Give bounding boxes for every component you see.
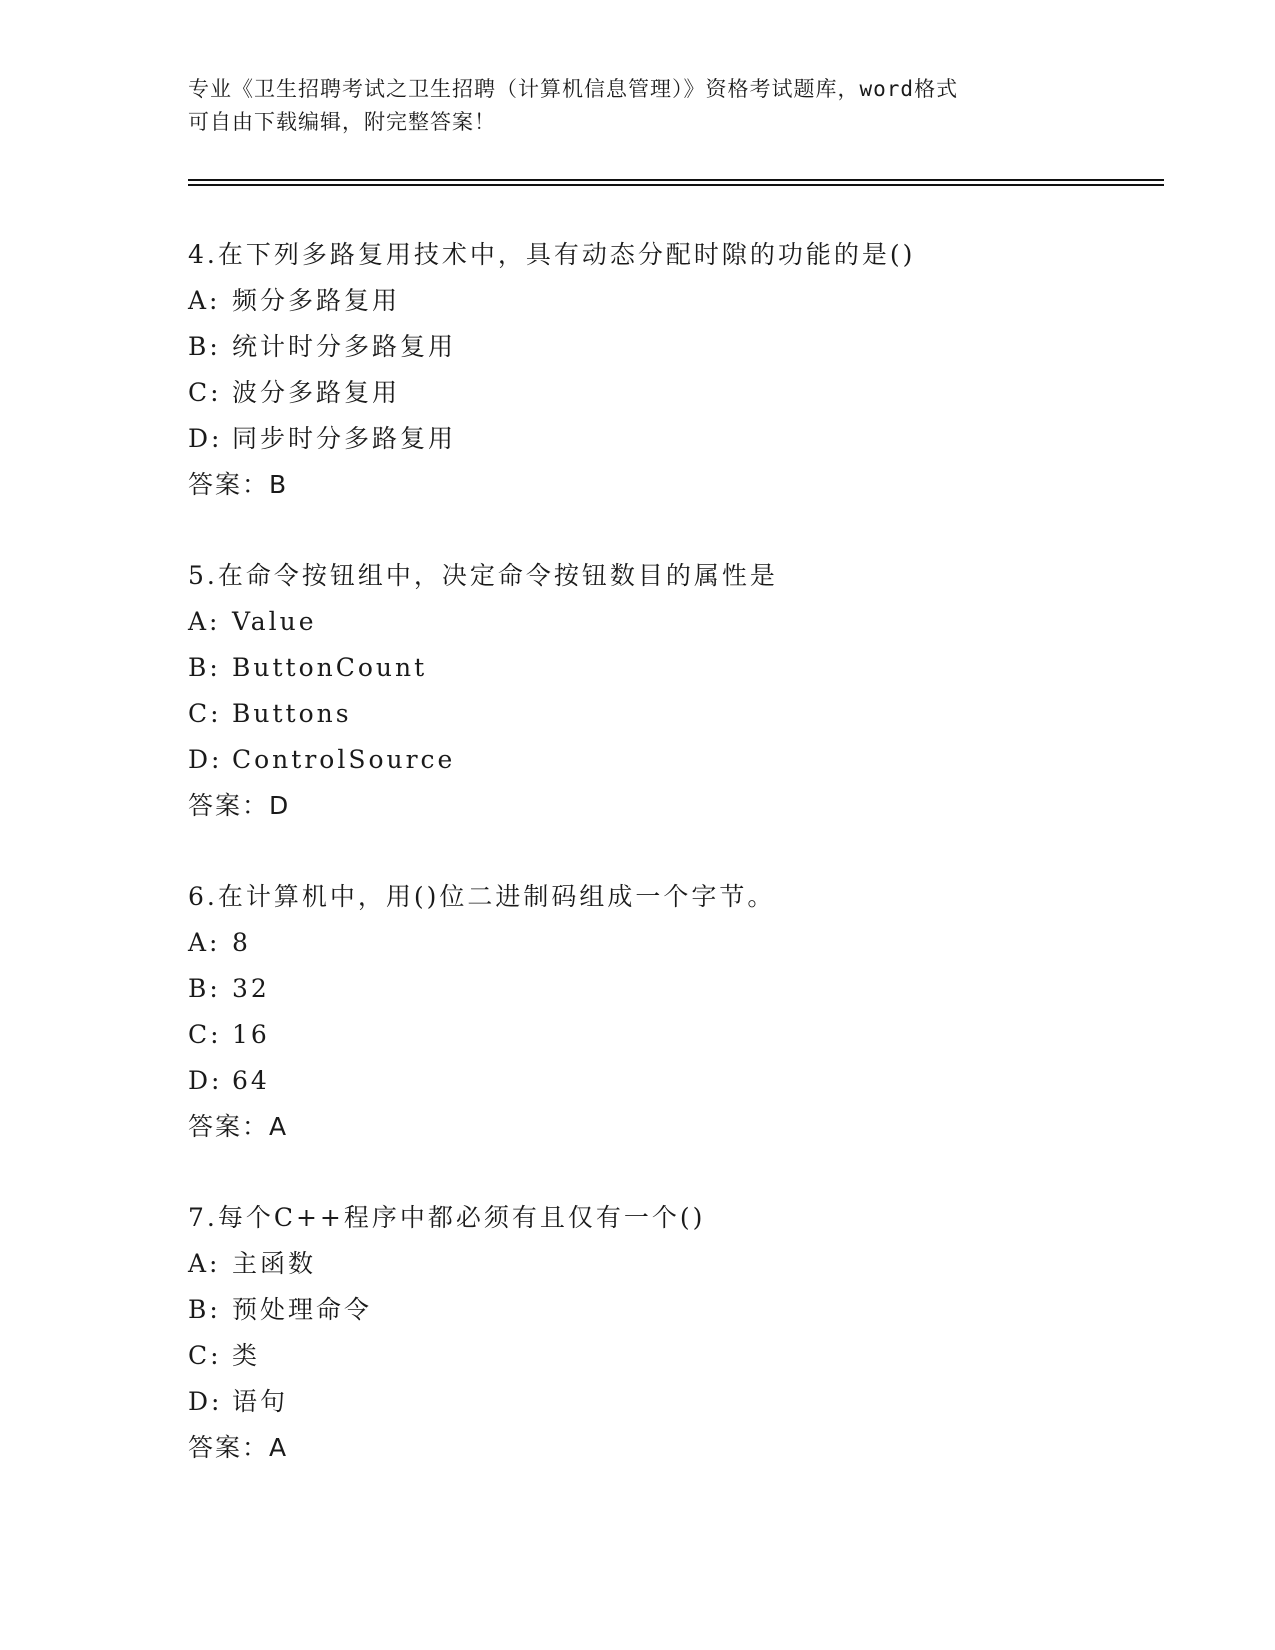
document-header <box>188 73 1088 139</box>
option-text: 统计时分多路复用 <box>232 332 457 361</box>
option-text: Buttons <box>232 699 352 728</box>
answer-label: 答案：A <box>188 1433 289 1462</box>
option-letter: D: <box>188 745 223 774</box>
question-stem: 4.在下列多路复用技术中，具有动态分配时隙的功能的是() <box>188 240 916 269</box>
question-4 <box>188 232 1148 508</box>
option-letter: B: <box>188 332 221 361</box>
option-a <box>188 1241 1148 1287</box>
option-text: 主函数 <box>232 1249 317 1278</box>
option-letter: D: <box>188 1066 223 1095</box>
option-text: 同步时分多路复用 <box>232 424 457 453</box>
option-a <box>188 599 1148 645</box>
option-text: ControlSource <box>232 745 456 774</box>
option-b <box>188 645 1148 691</box>
option-d <box>188 416 1148 462</box>
option-c <box>188 370 1148 416</box>
option-b <box>188 324 1148 370</box>
option-text: 类 <box>232 1341 261 1370</box>
option-letter: D: <box>188 1387 223 1416</box>
answer-label: 答案：D <box>188 791 291 820</box>
option-letter: A: <box>188 286 221 315</box>
option-b <box>188 1287 1148 1333</box>
option-text: ButtonCount <box>232 653 428 682</box>
option-d <box>188 1058 1148 1104</box>
option-text: 64 <box>232 1066 270 1095</box>
option-letter: B: <box>188 653 221 682</box>
option-letter: B: <box>188 1295 221 1324</box>
option-c <box>188 691 1148 737</box>
option-text: 频分多路复用 <box>232 286 401 315</box>
option-letter: B: <box>188 974 221 1003</box>
option-letter: A: <box>188 928 221 957</box>
question-stem: 6.在计算机中，用()位二进制码组成一个字节。 <box>188 882 776 911</box>
option-letter: C: <box>188 699 222 728</box>
header-divider-bottom <box>188 184 1164 186</box>
option-text: 预处理命令 <box>232 1295 373 1324</box>
answer-label: 答案：B <box>188 470 289 499</box>
option-a <box>188 920 1148 966</box>
option-text: 波分多路复用 <box>232 378 401 407</box>
option-b <box>188 966 1148 1012</box>
header-line-2: 可自由下载编辑，附完整答案！ <box>188 110 496 134</box>
answer-label: 答案：A <box>188 1112 289 1141</box>
option-text: 16 <box>232 1020 270 1049</box>
question-6 <box>188 874 1148 1150</box>
option-text: 语句 <box>232 1387 289 1416</box>
option-d <box>188 737 1148 783</box>
option-c <box>188 1012 1148 1058</box>
option-letter: C: <box>188 378 222 407</box>
header-line-1: 专业《卫生招聘考试之卫生招聘（计算机信息管理）》资格考试题库，word格式 <box>188 77 959 101</box>
option-text: 32 <box>232 974 270 1003</box>
question-stem: 5.在命令按钮组中，决定命令按钮数目的属性是 <box>188 561 778 590</box>
question-7 <box>188 1195 1148 1471</box>
question-5 <box>188 553 1148 829</box>
option-text: 8 <box>232 928 251 957</box>
option-letter: D: <box>188 424 223 453</box>
option-letter: A: <box>188 607 221 636</box>
header-divider-top <box>188 179 1164 181</box>
question-stem: 7.每个C++程序中都必须有且仅有一个() <box>188 1203 706 1232</box>
option-a <box>188 278 1148 324</box>
option-letter: C: <box>188 1341 222 1370</box>
option-letter: A: <box>188 1249 221 1278</box>
option-d <box>188 1379 1148 1425</box>
option-c <box>188 1333 1148 1379</box>
option-text: Value <box>232 607 317 636</box>
option-letter: C: <box>188 1020 222 1049</box>
